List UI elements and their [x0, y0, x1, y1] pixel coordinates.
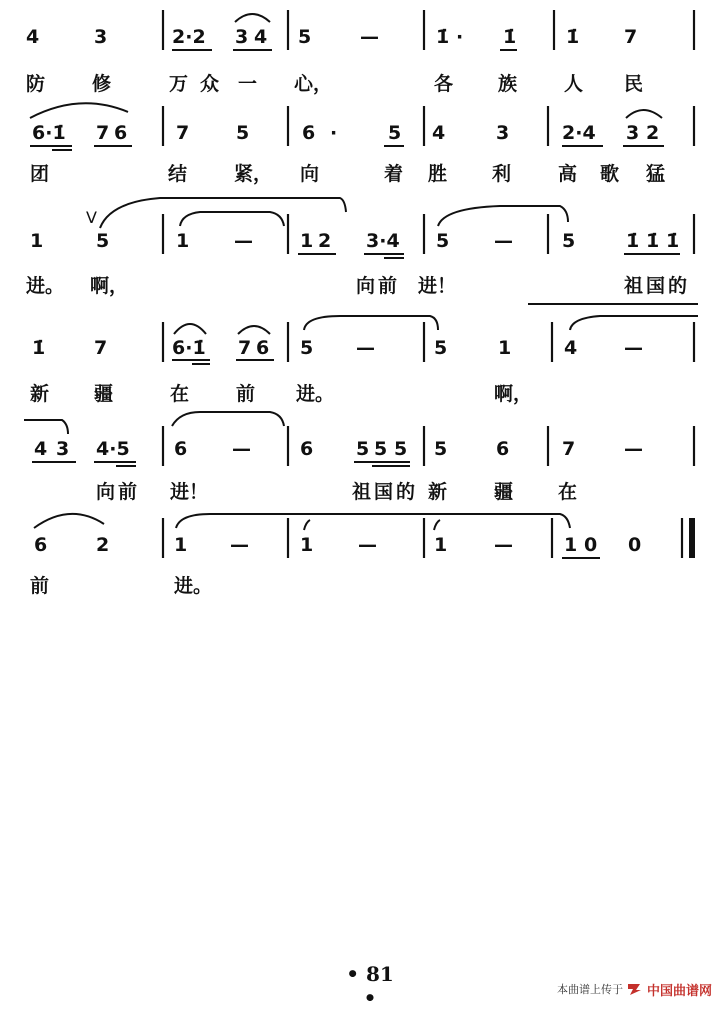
note: 3	[94, 26, 108, 48]
breath-mark: V	[86, 208, 97, 227]
slur	[235, 14, 270, 22]
lyric: 在	[558, 481, 578, 503]
note: 3	[235, 26, 249, 48]
lyric: 前	[30, 575, 50, 597]
lyric: 啊，	[494, 383, 533, 405]
lyric: 一	[238, 73, 258, 95]
slur	[174, 324, 206, 334]
note: 7	[94, 337, 108, 359]
note: 6	[496, 438, 510, 460]
lyric: 万	[169, 73, 189, 95]
note: 4·5	[96, 438, 130, 460]
note: 5	[96, 230, 110, 252]
note: 4	[564, 337, 578, 359]
note: 6	[302, 122, 316, 144]
lyric: 民	[624, 73, 644, 95]
lyric: 众	[200, 73, 220, 95]
note: 2	[96, 534, 110, 556]
note: 4	[26, 26, 40, 48]
note: 5	[300, 337, 314, 359]
dot: ·	[330, 122, 338, 144]
dash: —	[358, 534, 377, 556]
lyric: 新	[428, 481, 448, 503]
note: 0	[628, 534, 642, 556]
lyric: 啊，	[90, 275, 129, 297]
score-line-3	[26, 198, 694, 297]
note: 6·1̇	[172, 337, 206, 359]
lyric: 人	[564, 73, 584, 95]
lyric: 利	[492, 163, 512, 185]
note: 1	[176, 230, 190, 252]
note: 5	[436, 230, 450, 252]
lyric: 国	[374, 481, 394, 503]
lyric: 向	[356, 275, 376, 297]
score-line-6	[30, 514, 692, 597]
note: 2·4	[562, 122, 596, 144]
note: 6	[300, 438, 314, 460]
note: 6	[174, 438, 188, 460]
lyric: 防	[26, 73, 46, 95]
lyric: 祖	[352, 481, 372, 503]
lyric: 团	[30, 163, 50, 185]
lyric: 胜	[428, 163, 448, 185]
note: 6·1̇	[32, 122, 66, 144]
note: 1	[434, 534, 448, 556]
lyric: 进！	[170, 481, 209, 503]
note: 1̇	[626, 230, 640, 252]
note: 7	[176, 122, 190, 144]
note: 1̇	[666, 230, 680, 252]
lyric: 新	[30, 383, 50, 405]
note: 7	[238, 337, 252, 359]
note: 7	[562, 438, 576, 460]
watermark	[557, 978, 712, 1000]
lyric: 向	[96, 481, 116, 503]
slur	[34, 514, 104, 528]
lyric: 国	[646, 275, 666, 297]
dash: —	[230, 534, 249, 556]
score-line-2	[30, 103, 694, 185]
dash: —	[360, 26, 379, 48]
note: 3	[496, 122, 510, 144]
note: 1	[498, 337, 512, 359]
note: 6	[256, 337, 270, 359]
note: 1̇	[32, 337, 46, 359]
score-line-5	[24, 412, 694, 503]
lyric: 前	[236, 383, 256, 405]
note: 3·4	[366, 230, 400, 252]
lyric: 进。	[296, 383, 335, 405]
dot: ·	[456, 26, 464, 48]
note: 1̇	[646, 230, 660, 252]
lyric: 高	[558, 163, 578, 185]
slur	[238, 326, 270, 334]
score-line-1	[26, 10, 694, 95]
site-logo-icon	[627, 982, 643, 996]
note: 5	[298, 26, 312, 48]
lyric: 疆	[94, 383, 114, 405]
dash: —	[494, 534, 513, 556]
note: 2	[646, 122, 660, 144]
note: 1̇	[566, 26, 580, 48]
slur	[172, 412, 284, 426]
score-line-4	[30, 304, 698, 405]
lyric: 各	[434, 73, 454, 95]
lyric: 进。	[26, 275, 65, 297]
dash: —	[356, 337, 375, 359]
slur	[24, 420, 68, 434]
dash: —	[234, 230, 253, 252]
note: 6	[114, 122, 128, 144]
dash: —	[232, 438, 251, 460]
note: 3	[56, 438, 70, 460]
dash: —	[494, 230, 513, 252]
slur	[176, 514, 570, 528]
note: 5	[562, 230, 576, 252]
lyric: 向	[300, 163, 320, 185]
note: 5	[356, 438, 370, 460]
lyric: 族	[498, 73, 518, 95]
lyric: 的	[396, 481, 416, 503]
upload-note: 本曲谱上传于	[556, 983, 623, 996]
lyric: 着	[384, 163, 404, 185]
lyric: 前	[378, 275, 398, 297]
note: 5	[434, 438, 448, 460]
note: 6	[34, 534, 48, 556]
note: 2·2	[172, 26, 206, 48]
note: 5	[374, 438, 388, 460]
note: 1	[300, 230, 314, 252]
page-number: • 81 •	[340, 962, 400, 1010]
lyric: 进！	[418, 275, 457, 297]
slur	[304, 316, 438, 330]
note: 3	[626, 122, 640, 144]
lyric: 修	[92, 73, 112, 95]
note: 1	[30, 230, 44, 252]
slur	[434, 520, 440, 530]
slur	[626, 110, 662, 118]
dash: —	[624, 337, 643, 359]
note: 5	[388, 122, 402, 144]
note: 4	[34, 438, 48, 460]
lyric: 结	[168, 163, 188, 185]
note: 7	[96, 122, 110, 144]
note: 1	[300, 534, 314, 556]
note: 5	[236, 122, 250, 144]
slur	[570, 316, 698, 330]
lyric: 猛	[646, 163, 666, 185]
note: 1	[174, 534, 188, 556]
slur	[30, 103, 128, 118]
lyric: 在	[170, 383, 190, 405]
note: 0	[584, 534, 598, 556]
lyric: 疆	[494, 481, 514, 503]
lyric: 紧，	[234, 163, 273, 185]
dash: —	[624, 438, 643, 460]
slur	[180, 212, 284, 226]
lyric: 心，	[294, 73, 333, 95]
site-name: 中国曲谱网	[646, 983, 712, 999]
lyric: 祖	[624, 275, 644, 297]
lyric: 的	[668, 275, 688, 297]
note: 5	[394, 438, 408, 460]
slur	[304, 520, 310, 530]
note: 1̇	[436, 26, 450, 48]
note: 1̇	[503, 26, 517, 48]
note: 5	[434, 337, 448, 359]
lyric: 前	[118, 481, 138, 503]
note: 4	[254, 26, 268, 48]
note: 1	[564, 534, 578, 556]
note: 7	[624, 26, 638, 48]
note: 2	[318, 230, 332, 252]
lyric: 歌	[600, 163, 620, 185]
lyric: 进。	[174, 575, 213, 597]
note: 4	[432, 122, 446, 144]
